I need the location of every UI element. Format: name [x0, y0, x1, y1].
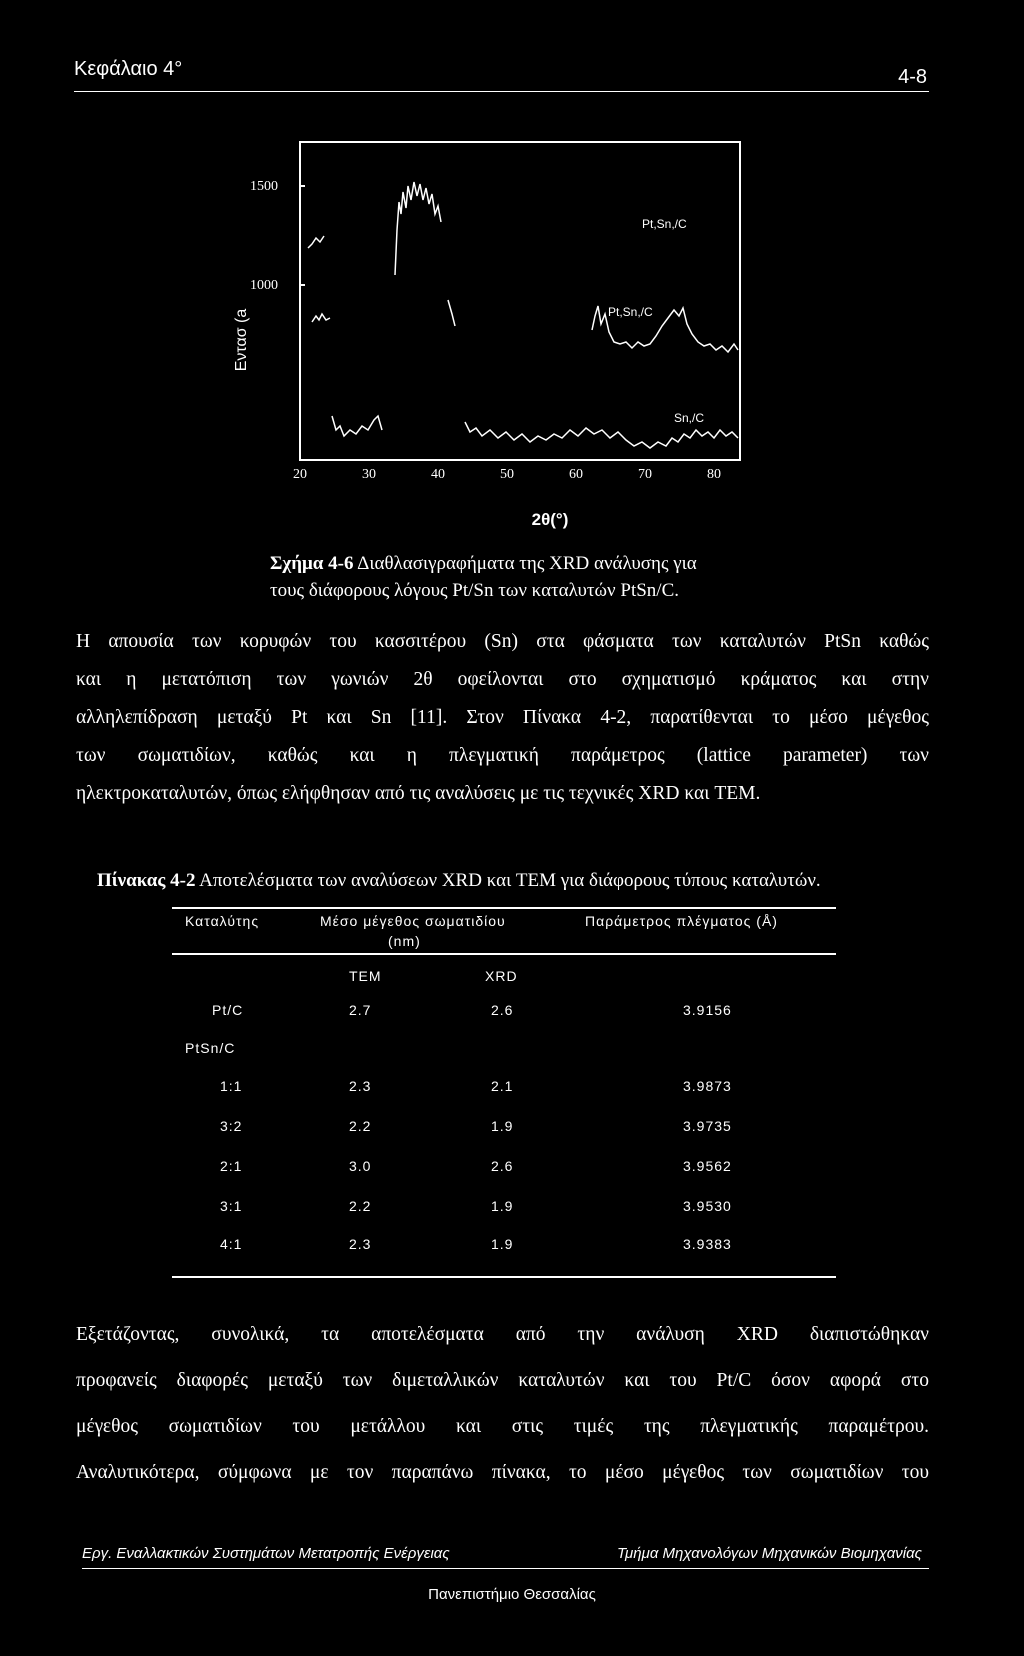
subheader-tem: TEM: [349, 968, 382, 984]
table-header-rule: [172, 953, 836, 955]
x-tick-label: 50: [500, 467, 514, 482]
table-caption: [97, 870, 821, 892]
cell-catalyst: PtSn/C: [185, 1040, 236, 1056]
cell-catalyst: 3:1: [220, 1198, 243, 1214]
header-rule: [74, 91, 929, 92]
cell-catalyst: 2:1: [220, 1158, 243, 1174]
cell-xrd: 2.1: [491, 1078, 514, 1094]
cell-tem: 3.0: [349, 1158, 372, 1174]
paragraph-line: Η απουσία των κορυφών του κασσιτέρου (Sn) στα φάσματα των καταλυτών PtSn καθώς: [76, 631, 929, 652]
y-tick-label: 1000: [250, 278, 278, 293]
cell-lattice: 3.9530: [683, 1198, 732, 1214]
series-label: Pt,Sn,/C: [608, 305, 653, 319]
figure-caption: [270, 550, 830, 604]
cell-tem: 2.2: [349, 1118, 372, 1134]
footer-university: Πανεπιστήμιο Θεσσαλίας: [428, 1586, 596, 1603]
footer-rule: [82, 1568, 929, 1569]
col-header-lattice: Παράμετρος πλέγματος (Å): [585, 913, 778, 929]
x-tick-label: 70: [638, 467, 652, 482]
xrd-trace-top: [308, 182, 441, 275]
cell-lattice: 3.9873: [683, 1078, 732, 1094]
x-tick-label: 80: [707, 467, 721, 482]
cell-xrd: 1.9: [491, 1198, 514, 1214]
cell-lattice: 3.9383: [683, 1236, 732, 1252]
cell-tem: 2.2: [349, 1198, 372, 1214]
cell-xrd: 2.6: [491, 1158, 514, 1174]
cell-catalyst: 4:1: [220, 1236, 243, 1252]
table-caption-text: Αποτελέσματα των αναλύσεων XRD και TEM για διάφορους τύπους καταλυτών.: [199, 870, 821, 891]
y-tick-label: 1500: [250, 179, 278, 194]
cell-tem: 2.3: [349, 1078, 372, 1094]
footer-lab: Εργ. Εναλλακτικών Συστημάτων Μετατροπής Ενέργειας: [82, 1545, 450, 1562]
x-tick-label: 20: [293, 467, 307, 482]
series-label: Sn,/C: [674, 411, 705, 425]
cell-xrd: 1.9: [491, 1236, 514, 1252]
cell-xrd: 1.9: [491, 1118, 514, 1134]
col-header-size: Μέσο μέγεθος σωματιδίου: [320, 913, 506, 929]
paragraph-line: προφανείς διαφορές μεταξύ των διμεταλλικών καταλυτών και του Pt/C όσον αφορά στο: [76, 1370, 929, 1391]
paragraph-2: [76, 1312, 929, 1496]
caption-line-1: Διαθλασιγραφήματα της XRD ανάλυσης για: [357, 553, 697, 574]
footer-department: Τμήμα Μηχανολόγων Μηχανικών Βιομηχανίας: [617, 1545, 922, 1562]
caption-label: Σχήμα 4-6: [270, 553, 354, 574]
paragraph-line: των σωματιδίων, καθώς και η πλεγματική παράμετρος (lattice parameter) των: [76, 745, 929, 766]
paragraph-line: Αναλυτικότερα, σύμφωνα με τον παραπάνω πίνακα, το μέσο μέγεθος των σωματιδίων του: [76, 1462, 929, 1483]
table-bottom-rule: [172, 1276, 836, 1278]
cell-catalyst: Pt/C: [212, 1002, 244, 1018]
xrd-figure: [220, 130, 780, 540]
col-header-size-unit: (nm): [388, 933, 421, 949]
col-header-catalyst: Καταλύτης: [185, 913, 260, 929]
y-axis-label: Εντασ (a: [233, 308, 250, 372]
cell-lattice: 3.9562: [683, 1158, 732, 1174]
chapter-title: Κεφάλαιο 4°: [74, 58, 183, 80]
cell-lattice: 3.9735: [683, 1118, 732, 1134]
paragraph-line: Εξετάζοντας, συνολικά, τα αποτελέσματα από την ανάλυση XRD διαπιστώθηκαν: [76, 1324, 929, 1345]
series-label: Pt,Sn,/C: [642, 217, 687, 231]
paragraph-line: και η μετατόπιση των γωνιών 2θ οφείλονται στο σχηματισμό κράματος και στην: [76, 669, 929, 690]
xrd-plot: [220, 130, 780, 540]
x-tick-label: 60: [569, 467, 583, 482]
cell-tem: 2.3: [349, 1236, 372, 1252]
xrd-trace-middle: [312, 300, 738, 352]
cell-xrd: 2.6: [491, 1002, 514, 1018]
table-top-rule: [172, 907, 836, 909]
cell-catalyst: 1:1: [220, 1078, 243, 1094]
cell-tem: 2.7: [349, 1002, 372, 1018]
cell-lattice: 3.9156: [683, 1002, 732, 1018]
paragraph-line: ηλεκτροκαταλυτών, όπως ελήφθησαν από τις αναλύσεις με τις τεχνικές XRD και TEM.: [76, 783, 761, 804]
subheader-xrd: XRD: [485, 968, 518, 984]
cell-catalyst: 3:2: [220, 1118, 243, 1134]
x-axis-label: 2θ(°): [531, 510, 569, 529]
paragraph-line: αλληλεπίδραση μεταξύ Pt και Sn [11]. Στον Πίνακα 4-2, παρατίθενται το μέσο μέγεθος: [76, 707, 929, 728]
caption-line-2: τους διάφορους λόγους Pt/Sn των καταλυτών PtSn/C.: [270, 580, 680, 601]
table-caption-label: Πίνακας 4-2: [97, 870, 196, 891]
page-number: 4-8: [898, 66, 927, 88]
paragraph-1: [76, 623, 929, 813]
paragraph-line: μέγεθος σωματιδίων του μετάλλου και στις τιμές της πλεγματικής παραμέτρου.: [76, 1416, 929, 1437]
x-tick-label: 30: [362, 467, 376, 482]
x-tick-label: 40: [431, 467, 445, 482]
